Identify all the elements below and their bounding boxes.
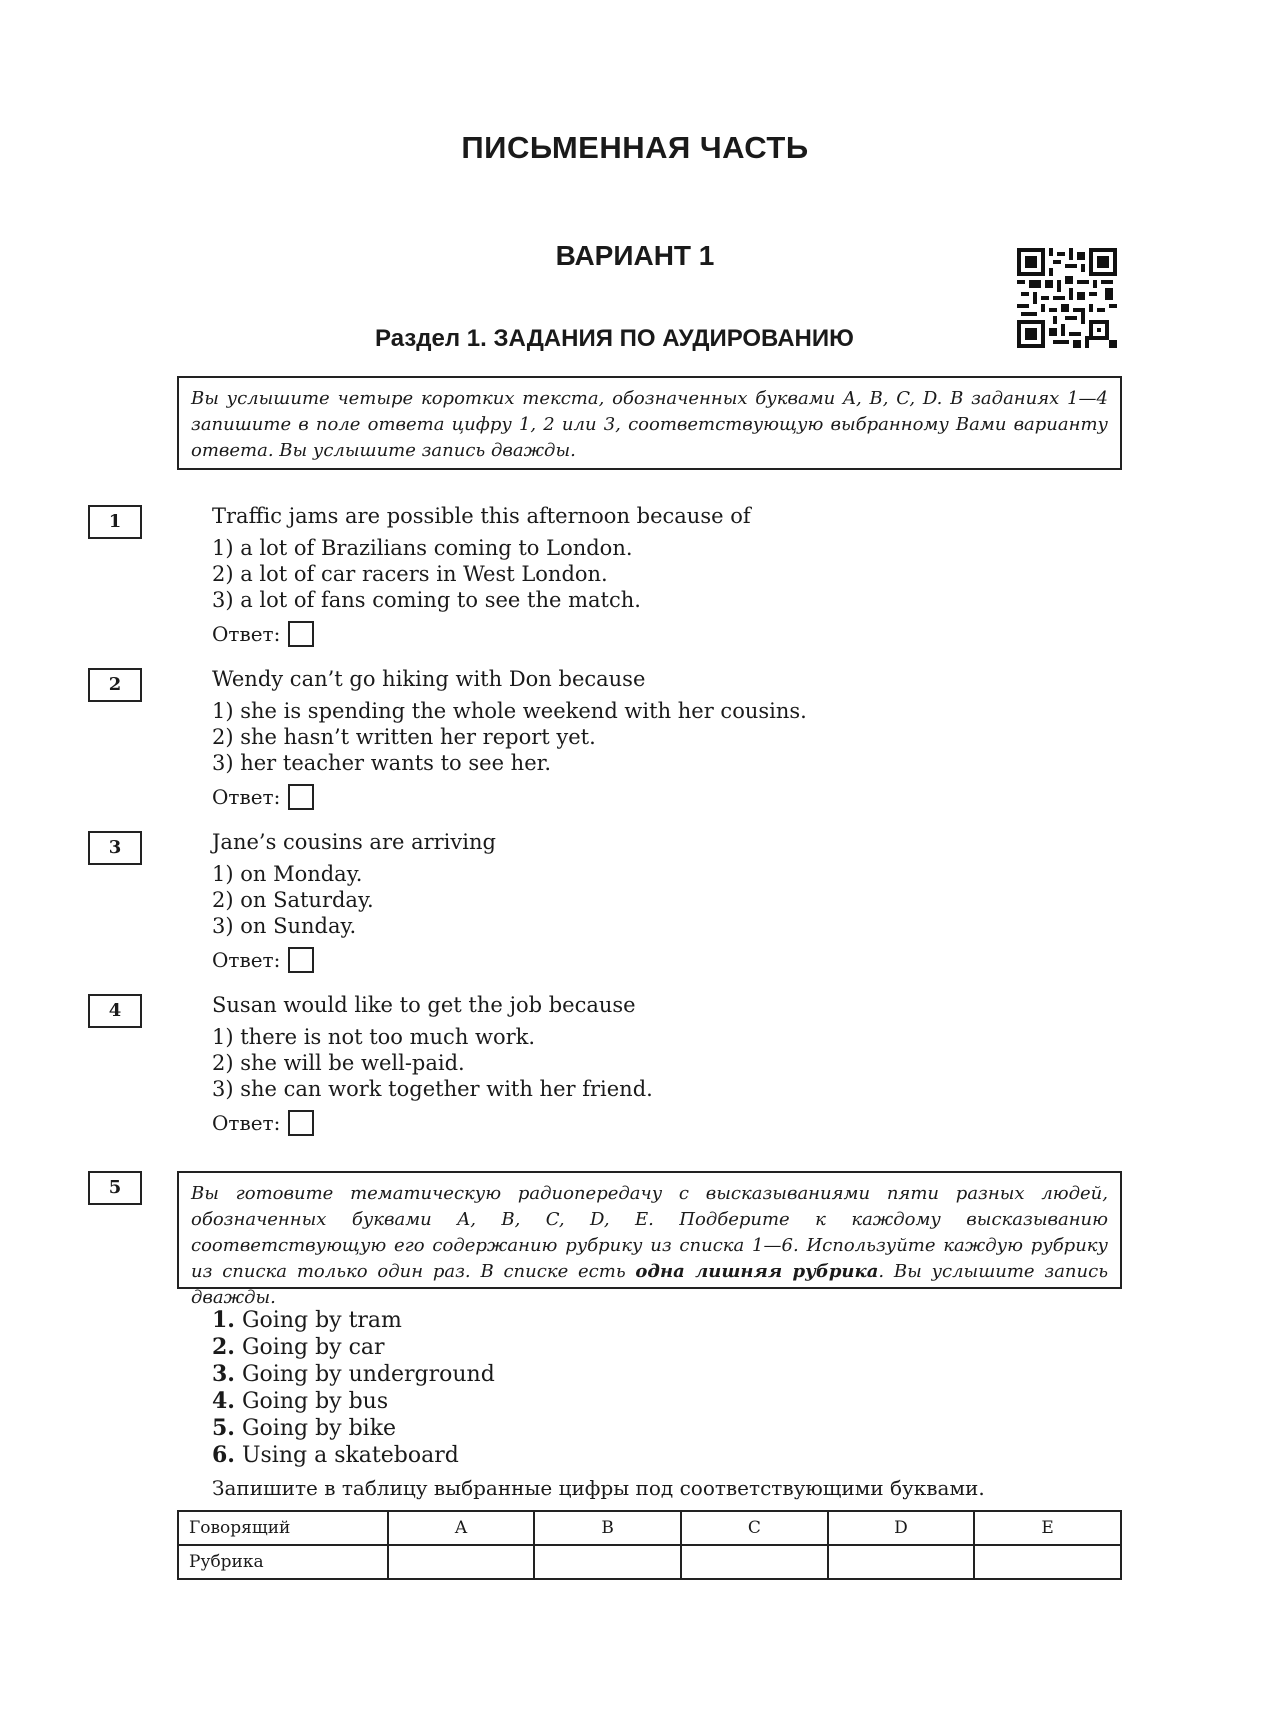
question-2: [212, 666, 807, 812]
list-item-number: 5.: [212, 1415, 235, 1441]
answer-label: Ответ:: [212, 948, 281, 972]
list-item-number: 4.: [212, 1388, 235, 1414]
list-item-text: Going by car: [241, 1335, 385, 1360]
answer-cell-c[interactable]: [681, 1545, 828, 1579]
list-item-number: 6.: [212, 1442, 235, 1468]
answer-cell-b[interactable]: [534, 1545, 681, 1579]
answer-option: 3) a lot of fans coming to see the match.: [212, 588, 641, 612]
question-number-1: 1: [88, 505, 142, 539]
list-item: [212, 1388, 495, 1415]
answer-table: [177, 1510, 1122, 1580]
answer-box-1[interactable]: [288, 621, 314, 647]
table-row: [178, 1511, 1121, 1545]
answer-option: 3) her teacher wants to see her.: [212, 751, 552, 775]
answer-cell-e[interactable]: [974, 1545, 1121, 1579]
answer-option: 3) she can work together with her friend.: [212, 1077, 653, 1101]
answer-box-3[interactable]: [288, 947, 314, 973]
list-item-number: 2.: [212, 1334, 235, 1360]
question-stem: Traffic jams are possible this afternoon because of: [212, 504, 751, 528]
section-title: Раздел 1. ЗАДАНИЯ ПО АУДИРОВАНИЮ: [375, 325, 854, 352]
answer-label: Ответ:: [212, 1111, 281, 1135]
instructions-text: Вы услышите четыре коротких текста, обозначенных буквами A, B, C, D. В заданиях 1—4 запишите в поле ответа цифру 1, 2 или 3, соответствующую выбранному Вами варианту ответа. Вы услышите запись дважды.: [191, 388, 1108, 461]
list-item: [212, 1442, 495, 1469]
table-header-cell: C: [681, 1511, 828, 1545]
table-row-label: Говорящий: [178, 1511, 388, 1545]
answer-box-2[interactable]: [288, 784, 314, 810]
question-number-5: 5: [88, 1171, 142, 1205]
list-item: [212, 1334, 495, 1361]
answer-option: 2) on Saturday.: [212, 888, 374, 912]
question-number-4: 4: [88, 994, 142, 1028]
page-title: ПИСЬМЕННАЯ ЧАСТЬ: [461, 130, 809, 165]
answer-option: 1) there is not too much work.: [212, 1025, 536, 1049]
qr-code-icon: [1017, 248, 1117, 348]
list-item-text: Going by underground: [241, 1362, 495, 1387]
table-header-cell: E: [974, 1511, 1121, 1545]
question-4: [212, 992, 653, 1138]
list-item: [212, 1361, 495, 1388]
answer-option: 1) on Monday.: [212, 862, 363, 886]
answer-option: 3) on Sunday.: [212, 914, 357, 938]
table-header-cell: B: [534, 1511, 681, 1545]
rubric-list: [212, 1307, 495, 1469]
table-row: [178, 1545, 1121, 1579]
list-item-text: Using a skateboard: [241, 1443, 459, 1468]
question-3: [212, 829, 496, 975]
task5-instructions-box: [177, 1171, 1122, 1308]
list-item: [212, 1307, 495, 1334]
table-instruction: Запишите в таблицу выбранные цифры под соответствующими буквами.: [212, 1476, 985, 1500]
instructions-box: [177, 376, 1122, 470]
answer-option: 2) a lot of car racers in West London.: [212, 562, 608, 586]
answer-option: 2) she hasn’t written her report yet.: [212, 725, 596, 749]
table-header-cell: A: [388, 1511, 535, 1545]
question-stem: Susan would like to get the job because: [212, 993, 636, 1017]
answer-option: 1) she is spending the whole weekend with her cousins.: [212, 699, 807, 723]
task5-instructions-text: Вы готовите тематическую радиопередачу с высказываниями пяти разных людей, обозначенных буквами A, B, C, D, E. Подберите к каждому высказыванию соответствующую его содержанию рубрику из списка 1—6. Используйте каждую рубрику из списка только один раз. В списке есть: [191, 1183, 1108, 1282]
task5-instructions-emphasis: одна лишняя рубрика: [635, 1261, 879, 1282]
list-item-number: 1.: [212, 1307, 235, 1333]
variant-title: ВАРИАНТ 1: [555, 240, 715, 271]
answer-option: 2) she will be well-paid.: [212, 1051, 465, 1075]
answer-option: 1) a lot of Brazilians coming to London.: [212, 536, 633, 560]
question-stem: Wendy can’t go hiking with Don because: [212, 667, 646, 691]
list-item-text: Going by bike: [241, 1416, 397, 1441]
question-number-2: 2: [88, 668, 142, 702]
task5-instructions-end: . Вы услышите запись дважды.: [191, 1261, 1108, 1308]
table-header-cell: D: [828, 1511, 975, 1545]
list-item-number: 3.: [212, 1361, 235, 1387]
answer-label: Ответ:: [212, 785, 281, 809]
list-item-text: Going by bus: [241, 1389, 389, 1414]
answer-label: Ответ:: [212, 622, 281, 646]
answer-cell-d[interactable]: [828, 1545, 975, 1579]
answer-box-4[interactable]: [288, 1110, 314, 1136]
list-item-text: Going by tram: [241, 1308, 402, 1333]
list-item: [212, 1415, 495, 1442]
question-stem: Jane’s cousins are arriving: [212, 830, 496, 854]
answer-cell-a[interactable]: [388, 1545, 535, 1579]
table-row-label: Рубрика: [178, 1545, 388, 1579]
question-1: [212, 503, 751, 649]
question-number-3: 3: [88, 831, 142, 865]
